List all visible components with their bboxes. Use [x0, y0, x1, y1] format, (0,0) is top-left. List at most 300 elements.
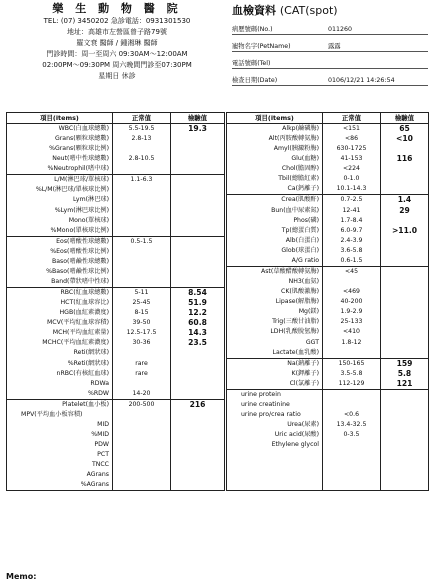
test-value: 121 — [381, 379, 429, 390]
test-name: Ast(草酸醋酸轉氨脢) — [227, 266, 323, 277]
table-row — [7, 460, 225, 470]
test-value — [171, 450, 225, 460]
table-row — [7, 470, 225, 480]
normal-range: 41-153 — [323, 154, 381, 164]
header-item: 項目(items) — [7, 113, 113, 124]
table-row — [227, 124, 429, 135]
test-value — [381, 236, 429, 246]
test-name: A/G ratio — [227, 256, 323, 267]
test-name: Urea(尿素) — [227, 420, 323, 430]
normal-range: 10.1-14.3 — [323, 184, 381, 195]
normal-range: 630-1725 — [323, 144, 381, 154]
table-row — [7, 124, 225, 135]
test-value: 5.8 — [381, 369, 429, 379]
test-name: Na(鈉離子) — [227, 358, 323, 369]
normal-range — [323, 400, 381, 410]
table-row — [227, 470, 429, 480]
test-value — [171, 277, 225, 288]
test-name: HCT(紅血球容比) — [7, 298, 113, 308]
test-name: Lym(淋巴球) — [7, 195, 113, 205]
test-value — [381, 307, 429, 317]
test-name: Trig(三酸甘油脂) — [227, 317, 323, 327]
test-value — [381, 266, 429, 277]
table-row — [227, 369, 429, 379]
test-value — [381, 327, 429, 337]
normal-range — [113, 379, 171, 389]
test-name: Chol(膽固醇) — [227, 164, 323, 174]
table-row — [227, 317, 429, 327]
table-row — [227, 174, 429, 184]
report-subtitle: (CAT(spot) — [279, 4, 338, 17]
table-row — [7, 287, 225, 298]
test-name: Eos(嗜酸性球總數) — [7, 236, 113, 247]
table-row — [7, 226, 225, 237]
normal-range — [113, 277, 171, 288]
normal-range — [113, 267, 171, 277]
normal-range — [113, 164, 171, 175]
normal-range — [113, 185, 171, 195]
normal-range: 2.8-10.5 — [113, 154, 171, 164]
table-row — [7, 267, 225, 277]
test-value: 1.4 — [381, 195, 429, 206]
table-row — [7, 236, 225, 247]
test-value — [381, 440, 429, 450]
test-value — [171, 164, 225, 175]
test-name: Mg(鎂) — [227, 307, 323, 317]
normal-range — [113, 420, 171, 430]
test-value — [171, 470, 225, 480]
clinic-address: 地址：高雄市左營區曾子路79號 — [67, 28, 167, 36]
normal-range: 12-41 — [323, 205, 381, 215]
clinic-name: 樂 生 動 物 醫 院 — [52, 2, 182, 15]
table-row — [227, 134, 429, 144]
test-value — [381, 277, 429, 287]
test-name: TNCC — [7, 460, 113, 470]
test-name: Tbil(總膽紅素) — [227, 174, 323, 184]
table-row — [7, 328, 225, 338]
test-name: WBC(白血球總數) — [7, 124, 113, 135]
normal-range — [113, 460, 171, 470]
test-name: urine protein — [227, 389, 323, 400]
field-exam-date: 檢查日期(Date) 0106/12/21 14:26:54 — [232, 77, 428, 86]
test-name: Tp(總蛋白質) — [227, 226, 323, 236]
test-name: Alkp(鹼磷脢) — [227, 124, 323, 135]
table-row — [7, 185, 225, 195]
normal-range: 0.7-2.5 — [323, 195, 381, 206]
table-row — [227, 164, 429, 174]
test-value — [381, 348, 429, 359]
normal-range: <410 — [323, 327, 381, 337]
field-phone: 電話號碼(Tel) — [232, 60, 428, 69]
normal-range: 13.4-32.5 — [323, 420, 381, 430]
test-value: 14.3 — [171, 328, 225, 338]
test-value — [171, 257, 225, 267]
clinic-hours-morning: 門診時間：周一至周六 09:30AM～12:00AM — [46, 50, 188, 58]
normal-range: <0.6 — [323, 410, 381, 420]
test-value — [381, 389, 429, 400]
table-row — [7, 420, 225, 430]
table-header-row — [227, 113, 429, 124]
header-value: 檢驗值 — [381, 113, 429, 124]
test-name: NH3(血氨) — [227, 277, 323, 287]
test-name: %Reti(網狀球) — [7, 359, 113, 369]
table-row — [227, 410, 429, 420]
normal-range — [323, 389, 381, 400]
test-name: Platelet(血小板) — [7, 399, 113, 410]
normal-range — [323, 470, 381, 480]
normal-range: 14-20 — [113, 389, 171, 400]
test-value — [171, 144, 225, 154]
normal-range: 6.0-9.7 — [323, 226, 381, 236]
test-name: MCH(平均血紅素量) — [7, 328, 113, 338]
table-row — [7, 205, 225, 215]
clinic-hours-evening: 02:00PM～09:30PM 周六晚間門診至07:30PM — [42, 61, 192, 69]
test-value — [171, 460, 225, 470]
table-row — [227, 327, 429, 337]
normal-range: 0.5-1.5 — [113, 236, 171, 247]
table-row — [7, 338, 225, 348]
test-value — [171, 410, 225, 420]
header-range: 正常值 — [323, 113, 381, 124]
test-value — [381, 174, 429, 184]
normal-range: 25-133 — [323, 317, 381, 327]
table-row — [7, 450, 225, 460]
test-value — [381, 256, 429, 267]
test-value — [171, 379, 225, 389]
table-row — [227, 358, 429, 369]
test-name: Glu(血糖) — [227, 154, 323, 164]
table-row — [7, 134, 225, 144]
normal-range: 2.8-13 — [113, 134, 171, 144]
test-name: Phos(磷) — [227, 216, 323, 226]
test-value — [381, 470, 429, 480]
normal-range — [323, 460, 381, 470]
test-value: >11.0 — [381, 226, 429, 236]
normal-range: 3.6-5.8 — [323, 246, 381, 256]
test-value — [171, 216, 225, 226]
test-name: LDH(乳酸脫氫脢) — [227, 327, 323, 337]
test-name: %Eos(嗜酸性球比例) — [7, 247, 113, 257]
test-name: HGB(血紅素濃度) — [7, 308, 113, 318]
normal-range: 5-11 — [113, 287, 171, 298]
table-row — [7, 440, 225, 450]
normal-range: 0-3.5 — [323, 430, 381, 440]
test-value — [381, 338, 429, 348]
test-value — [381, 430, 429, 440]
test-value — [171, 440, 225, 450]
normal-range — [113, 430, 171, 440]
field-pet-name: 寵物名字(PetName) 露露 — [232, 43, 428, 52]
normal-range: 0-1.0 — [323, 174, 381, 184]
table-row — [7, 195, 225, 205]
table-row — [7, 348, 225, 358]
table-row — [227, 287, 429, 297]
table-row — [227, 246, 429, 256]
test-name: Lactate(血乳酸) — [227, 348, 323, 359]
test-name: %Mono(單核球比例) — [7, 226, 113, 237]
test-value: 216 — [171, 399, 225, 410]
table-row — [227, 400, 429, 410]
test-name: Baso(嗜鹼性球總數) — [7, 257, 113, 267]
table-row — [227, 256, 429, 267]
test-name: Neut(嗜中性球總數) — [7, 154, 113, 164]
normal-range: 200-500 — [113, 399, 171, 410]
normal-range — [113, 257, 171, 267]
test-value — [171, 389, 225, 400]
test-value — [381, 480, 429, 490]
chemistry-table — [226, 112, 429, 491]
normal-range: 12.5-17.5 — [113, 328, 171, 338]
test-name: Glob(球蛋白) — [227, 246, 323, 256]
test-value — [171, 236, 225, 247]
table-row — [7, 164, 225, 175]
test-name: PCT — [7, 450, 113, 460]
normal-range — [113, 440, 171, 450]
table-row — [7, 389, 225, 400]
table-row — [7, 399, 225, 410]
normal-range: <86 — [323, 134, 381, 144]
table-row — [7, 359, 225, 369]
normal-range — [113, 470, 171, 480]
clinic-phone: TEL: (07) 3450202 急診電話：0931301530 — [43, 17, 191, 25]
test-value — [171, 420, 225, 430]
test-name: Cl(氯離子) — [227, 379, 323, 390]
test-name: %Lym(淋巴球比例) — [7, 205, 113, 215]
normal-range: 112-129 — [323, 379, 381, 390]
test-name: Ca(鈣離子) — [227, 184, 323, 195]
test-name: Alb(白蛋白) — [227, 236, 323, 246]
table-row — [7, 154, 225, 164]
table-row — [227, 297, 429, 307]
test-name: Bun(血中尿素氮) — [227, 205, 323, 215]
test-name — [227, 480, 323, 490]
test-value: 116 — [381, 154, 429, 164]
normal-range: 150-165 — [323, 358, 381, 369]
test-name: Grans(顆粒球總數) — [7, 134, 113, 144]
test-value — [171, 154, 225, 164]
test-name: Alt(丙胺酸轉氨脢) — [227, 134, 323, 144]
test-name: %MID — [7, 430, 113, 440]
table-row — [227, 184, 429, 195]
report-header — [232, 4, 428, 86]
test-value — [171, 175, 225, 186]
table-row — [7, 144, 225, 154]
normal-range — [113, 410, 171, 420]
normal-range — [323, 450, 381, 460]
normal-range: 3.5-5.8 — [323, 369, 381, 379]
test-value: 29 — [381, 205, 429, 215]
table-row — [7, 175, 225, 186]
normal-range — [113, 144, 171, 154]
test-value — [381, 420, 429, 430]
test-name: Mono(單核球) — [7, 216, 113, 226]
normal-range — [113, 480, 171, 491]
test-name: GGT — [227, 338, 323, 348]
normal-range: 1.1-6.3 — [113, 175, 171, 186]
normal-range: 2.4-3.9 — [323, 236, 381, 246]
normal-range: 40-200 — [323, 297, 381, 307]
test-value: 8.54 — [171, 287, 225, 298]
table-row — [7, 247, 225, 257]
test-value — [171, 430, 225, 440]
table-row — [7, 480, 225, 491]
test-value — [171, 267, 225, 277]
normal-range: rare — [113, 359, 171, 369]
test-value: 23.5 — [171, 338, 225, 348]
test-value — [171, 205, 225, 215]
normal-range — [113, 226, 171, 237]
test-name — [227, 450, 323, 460]
normal-range: <469 — [323, 287, 381, 297]
normal-range: 39-50 — [113, 318, 171, 328]
test-value — [381, 184, 429, 195]
test-name: Uric acid(尿酸) — [227, 430, 323, 440]
header-item: 項目(items) — [227, 113, 323, 124]
normal-range: 8-15 — [113, 308, 171, 318]
table-row — [227, 480, 429, 490]
test-name: urine pro/crea ratio — [227, 410, 323, 420]
test-value: <10 — [381, 134, 429, 144]
table-row — [227, 440, 429, 450]
test-value — [381, 400, 429, 410]
header-range: 正常值 — [113, 113, 171, 124]
test-value — [171, 134, 225, 144]
normal-range: 5.5-19.5 — [113, 124, 171, 135]
test-name: %AGrans — [7, 480, 113, 491]
normal-range: <224 — [323, 164, 381, 174]
test-value — [381, 410, 429, 420]
test-name — [227, 460, 323, 470]
normal-range: rare — [113, 369, 171, 379]
normal-range: <45 — [323, 266, 381, 277]
normal-range: 25-45 — [113, 298, 171, 308]
normal-range: <151 — [323, 124, 381, 135]
table-row — [227, 205, 429, 215]
table-row — [227, 430, 429, 440]
table-row — [227, 154, 429, 164]
table-row — [227, 226, 429, 236]
test-name: Reti(網狀球) — [7, 348, 113, 358]
test-value — [381, 216, 429, 226]
normal-range — [323, 440, 381, 450]
test-name: %L/M(淋巴球/單核球比例) — [7, 185, 113, 195]
test-value: 65 — [381, 124, 429, 135]
table-row — [7, 277, 225, 288]
table-row — [227, 338, 429, 348]
table-row — [227, 348, 429, 359]
test-name: PDW — [7, 440, 113, 450]
normal-range: 1.7-8.4 — [323, 216, 381, 226]
table-row — [7, 216, 225, 226]
table-row — [227, 216, 429, 226]
test-value — [381, 297, 429, 307]
test-value — [381, 287, 429, 297]
test-name: RBC(紅血球總數) — [7, 287, 113, 298]
table-row — [7, 318, 225, 328]
test-name: RDWa — [7, 379, 113, 389]
table-row — [7, 298, 225, 308]
table-row — [227, 307, 429, 317]
normal-range — [323, 277, 381, 287]
test-value — [381, 460, 429, 470]
test-value: 60.8 — [171, 318, 225, 328]
test-name: MCHC(平均血紅素濃度) — [7, 338, 113, 348]
test-name: Amyl(胰澱粉脢) — [227, 144, 323, 154]
test-value: 12.2 — [171, 308, 225, 318]
clinic-doctors: 羅文衰 醫師 / 鍾湘琳 醫師 — [76, 39, 158, 47]
test-value — [381, 450, 429, 460]
field-record-no: 病歷號碼(No.) 011260 — [232, 26, 428, 35]
table-row — [7, 379, 225, 389]
test-name: MCV(平均紅血球容積) — [7, 318, 113, 328]
test-value — [171, 359, 225, 369]
normal-range — [113, 216, 171, 226]
test-value — [171, 226, 225, 237]
test-name: Ethylene glycol — [227, 440, 323, 450]
test-name: nRBC(有核紅血球) — [7, 369, 113, 379]
test-value: 159 — [381, 358, 429, 369]
table-row — [227, 420, 429, 430]
test-name: %RDW — [7, 389, 113, 400]
normal-range: 1.8-12 — [323, 338, 381, 348]
table-row — [227, 277, 429, 287]
test-name: MPV(平均血小板容積) — [7, 410, 113, 420]
normal-range — [113, 205, 171, 215]
normal-range: 0.6-1.5 — [323, 256, 381, 267]
table-row — [227, 195, 429, 206]
test-value — [171, 247, 225, 257]
table-row — [227, 389, 429, 400]
test-name: %Grans(顆粒球比例) — [7, 144, 113, 154]
test-value — [381, 164, 429, 174]
test-value — [171, 369, 225, 379]
normal-range — [113, 348, 171, 358]
test-name: CK(肌酸激脢) — [227, 287, 323, 297]
table-row — [7, 257, 225, 267]
header-value: 檢驗值 — [171, 113, 225, 124]
test-value — [171, 348, 225, 358]
test-name: urine creatinine — [227, 400, 323, 410]
test-value — [171, 480, 225, 491]
test-name: K(鉀離子) — [227, 369, 323, 379]
normal-range — [323, 480, 381, 490]
test-value — [381, 317, 429, 327]
normal-range: 30-36 — [113, 338, 171, 348]
test-name: %Neutrophil(嗜中球) — [7, 164, 113, 175]
table-row — [227, 266, 429, 277]
clinic-header — [6, 2, 228, 82]
test-value — [171, 195, 225, 205]
report-title: 血檢資料 (CAT(spot) — [232, 4, 338, 17]
table-row — [7, 410, 225, 420]
table-row — [227, 460, 429, 470]
test-name: AGrans — [7, 470, 113, 480]
test-name: %Baso(嗜鹼性球比例) — [7, 267, 113, 277]
blood-count-table — [6, 112, 225, 491]
table-row — [227, 379, 429, 390]
normal-range — [323, 348, 381, 359]
test-value: 51.9 — [171, 298, 225, 308]
normal-range — [113, 247, 171, 257]
test-value — [171, 185, 225, 195]
table-row — [227, 236, 429, 246]
test-value: 19.3 — [171, 124, 225, 135]
table-row — [227, 450, 429, 460]
normal-range — [113, 195, 171, 205]
test-name: Lipase(解脂脢) — [227, 297, 323, 307]
test-name: Crea(肌酸酐) — [227, 195, 323, 206]
table-header-row — [7, 113, 225, 124]
